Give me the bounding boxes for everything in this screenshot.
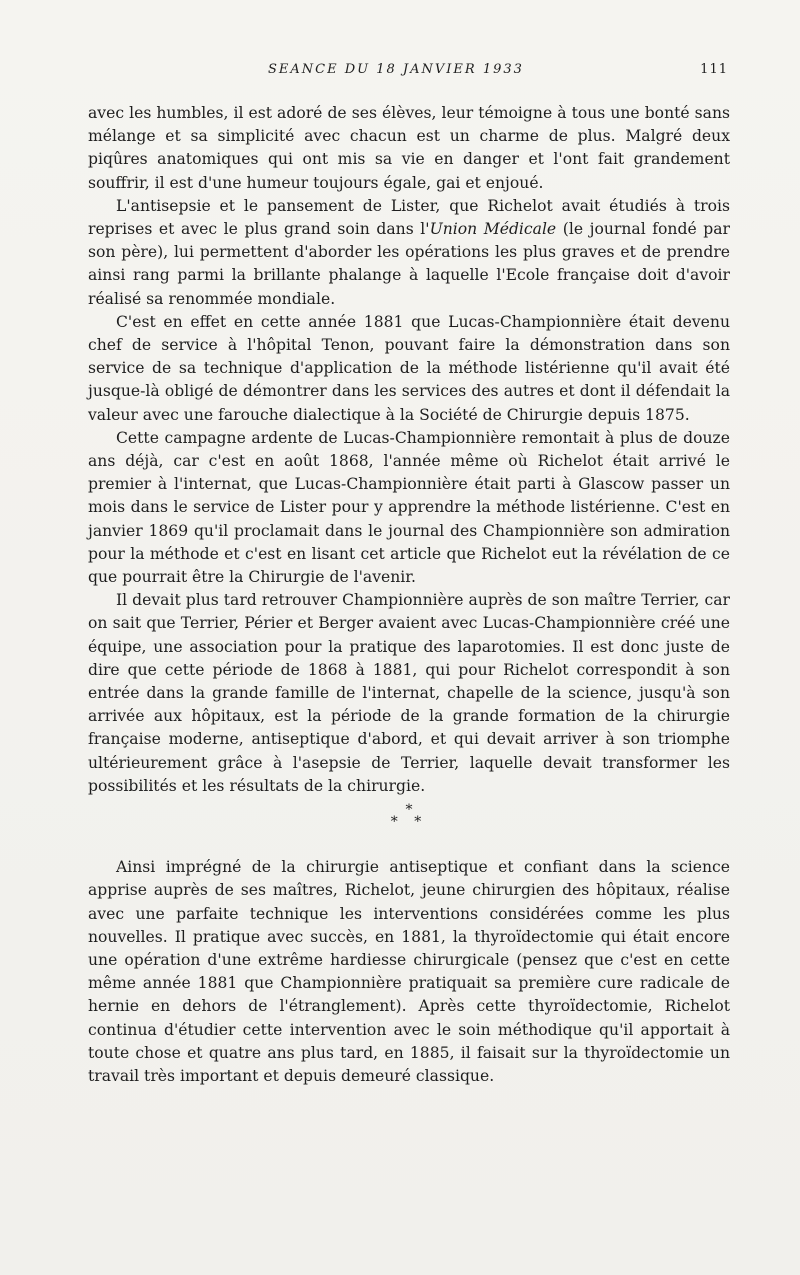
section-separator — [88, 798, 730, 856]
paragraph-4: Cette campagne ardente de Lucas-Championnière remontait à plus de douze ans déjà, car c'est en août 1868, l'année même où Richelot était arrivé le premier à l'internat, que Lucas-Championnière était parti à Glascow passer un mois dans le service de Lister pour y apprendre la méthode listérienne. C'est en janvier 1869 qu'il proclamait dans le journal des Championnière son admiration pour la méthode et c'est en lisant cet article que Richelot eut la révélation de ce que pourrait être la Chirurgie de l'avenir. — [88, 428, 730, 587]
page-number: 111 — [700, 62, 728, 77]
body-text — [88, 102, 730, 1088]
paragraph-2-text-a: L'antisepsie et le pansement de Lister, que Richelot avait étudiés à trois reprises et avec le plus grand soin dans l' — [88, 196, 730, 239]
separator-asterisks-bottom: * * — [390, 814, 428, 831]
paragraph-2-text-b: (le journal fondé par son père), lui permettent d'aborder les opérations les plus graves et de prendre ainsi rang parmi la brillante phalange à laquelle l'Ecole française doit d'avoir réalisé sa renommée mondiale. — [88, 220, 730, 308]
paragraph-5: Il devait plus tard retrouver Championnière auprès de son maître Terrier, car on sait que Terrier, Périer et Berger avaient avec Lucas-Championnière créé une équipe, une association pour la pratique des laparotomies. Il est donc juste de dire que cette période de 1868 à 1881, qui pour Richelot correspondit à son entrée dans la grande famille de l'internat, chapelle de la science, jusqu'à son arrivée aux hôpitaux, est la période de la grande formation de la chirurgie française moderne, antiseptique d'abord, et qui devait arriver à son triomphe ultérieurement grâce à l'asepsie de Terrier, laquelle devait transformer les possibilités et les résultats de la chirurgie. — [88, 591, 730, 795]
running-head — [88, 62, 728, 84]
paragraph-2 — [88, 195, 730, 311]
journal-title-union-medicale: Union Médicale — [429, 220, 557, 239]
paragraph-1: avec les humbles, il est adoré de ses élèves, leur témoigne à tous une bonté sans mélange et sa simplicité avec chacun est un charme de plus. Malgré deux piqûres anatomiques qui ont mis sa vie en danger et l'ont fait grandement souffrir, il est d'une humeur toujours égale, gai et enjoué. — [88, 104, 730, 192]
paragraph-6: Ainsi imprégné de la chirurgie antiseptique et confiant dans la science apprise auprès de ses maîtres, Richelot, jeune chirurgien des hôpitaux, réalise avec une parfaite technique les interventions considérées comme les plus nouvelles. Il pratique avec succès, en 1881, la thyroïdectomie qui était encore une opération d'une extrême hardiesse chirurgicale (pensez que c'est en cette même année 1881 que Championnière pratiquait sa première cure radicale de hernie en dehors de l'étranglement). Après cette thyroïdectomie, Richelot continua d'étudier cette intervention avec le soin méthodique qu'il apportait à toute chose et quatre ans plus tard, en 1885, il faisait sur la thyroïdectomie un travail très important et depuis demeuré classique. — [88, 858, 730, 1085]
running-title: SEANCE DU 18 JANVIER 1933 — [268, 62, 524, 77]
separator-asterisk-top: * — [405, 802, 413, 819]
paragraph-3: C'est en effet en cette année 1881 que Lucas-Championnière était devenu chef de service à l'hôpital Tenon, pouvant faire la démonstration dans son service de sa technique d'application de la méthode listérienne qu'il avait été jusque-là obligé de démontrer dans les services des autres et dont il défendait la valeur avec une farouche dialectique à la Société de Chirurgie depuis 1875. — [88, 312, 730, 424]
